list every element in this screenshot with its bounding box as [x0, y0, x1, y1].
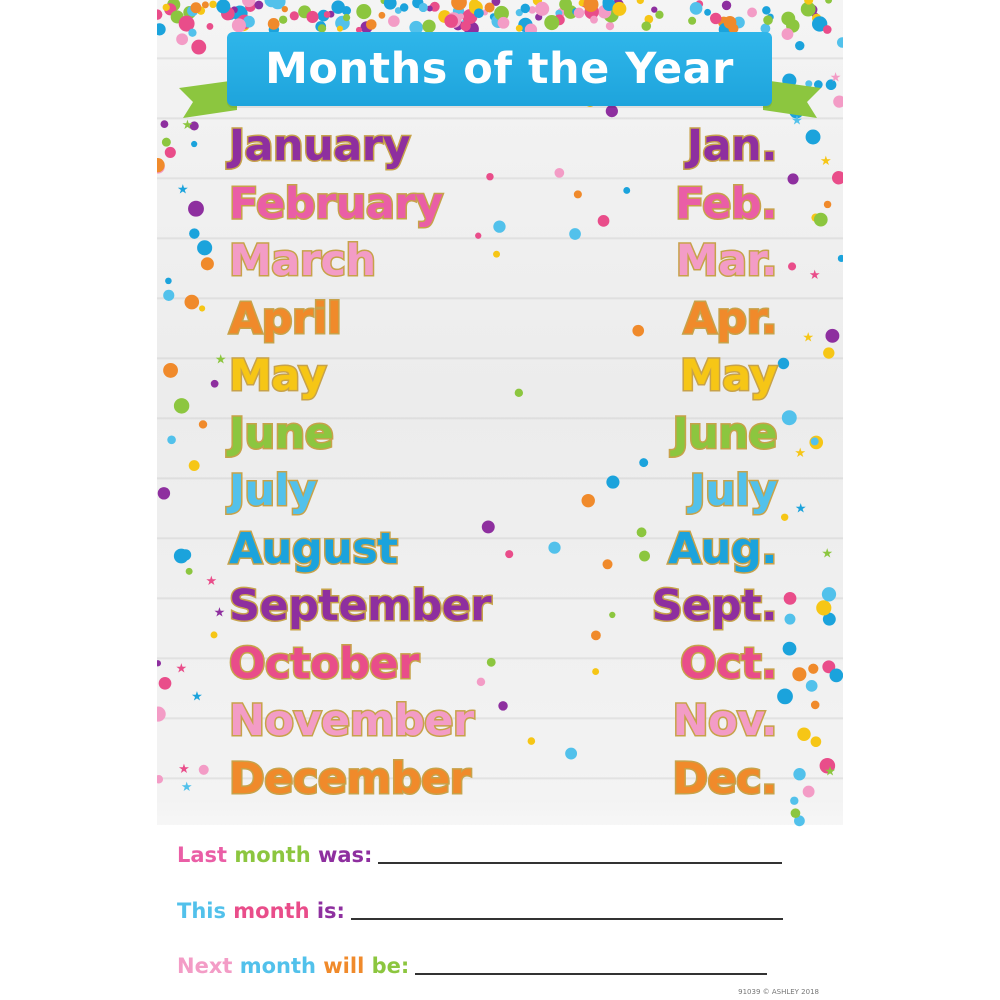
- next-month-prompt: [177, 953, 767, 979]
- next-month-write-line[interactable]: [415, 973, 767, 975]
- month-full-name: December: [229, 753, 471, 804]
- svg-text:★: ★: [821, 546, 833, 562]
- month-abbreviation: Feb.: [675, 178, 777, 229]
- month-full-name: June: [229, 408, 334, 459]
- month-abbreviation: Aug.: [667, 523, 777, 574]
- title-banner: [227, 32, 772, 106]
- svg-text:★: ★: [791, 113, 803, 129]
- month-abbreviation: Dec.: [672, 753, 777, 804]
- svg-text:★: ★: [824, 764, 836, 780]
- svg-text:★: ★: [205, 573, 218, 589]
- this-month-prompt: [177, 898, 783, 924]
- svg-text:★: ★: [820, 154, 832, 170]
- svg-text:★: ★: [794, 501, 807, 517]
- month-full-name: March: [229, 236, 376, 286]
- poster-title: Months of the Year: [265, 44, 734, 94]
- last-month-write-line[interactable]: [378, 862, 782, 864]
- month-full-name: April: [229, 293, 342, 344]
- month-abbreviation: Oct.: [680, 638, 777, 689]
- next-month-label: Next month will be:: [177, 954, 410, 978]
- svg-text:★: ★: [177, 182, 189, 198]
- copyright-note: 91039 © ASHLEY 2018: [738, 988, 819, 996]
- month-abbreviation: Mar.: [675, 236, 777, 286]
- month-full-name: October: [229, 638, 419, 689]
- last-month-prompt: [177, 842, 782, 868]
- month-abbreviation: May: [679, 351, 777, 401]
- month-abbreviation: July: [689, 466, 777, 516]
- poster: [157, 0, 843, 1000]
- svg-text:★: ★: [794, 446, 807, 462]
- svg-text:★: ★: [178, 761, 190, 777]
- month-full-name: August: [229, 523, 398, 574]
- svg-text:★: ★: [191, 689, 203, 705]
- svg-text:★: ★: [213, 605, 226, 621]
- month-full-name: February: [229, 178, 443, 229]
- svg-text:★: ★: [180, 780, 193, 796]
- svg-text:★: ★: [175, 661, 188, 677]
- month-full-name: November: [229, 696, 474, 746]
- month-abbreviation: Nov.: [672, 696, 777, 746]
- svg-text:★: ★: [214, 352, 227, 368]
- this-month-label: This month is:: [177, 899, 345, 923]
- month-full-name: May: [229, 351, 327, 401]
- month-abbreviation: June: [672, 408, 777, 459]
- last-month-label: Last month was:: [177, 843, 373, 867]
- svg-text:★: ★: [181, 117, 194, 133]
- month-abbreviation: Apr.: [683, 293, 777, 344]
- svg-text:★: ★: [802, 330, 814, 346]
- this-month-write-line[interactable]: [351, 918, 783, 920]
- svg-text:★: ★: [808, 268, 821, 284]
- month-full-name: July: [229, 466, 317, 516]
- month-abbreviation: Sept.: [651, 581, 777, 631]
- svg-text:★: ★: [829, 70, 842, 86]
- month-abbreviation: Jan.: [687, 121, 777, 171]
- month-full-name: September: [229, 581, 492, 631]
- month-full-name: January: [229, 121, 410, 171]
